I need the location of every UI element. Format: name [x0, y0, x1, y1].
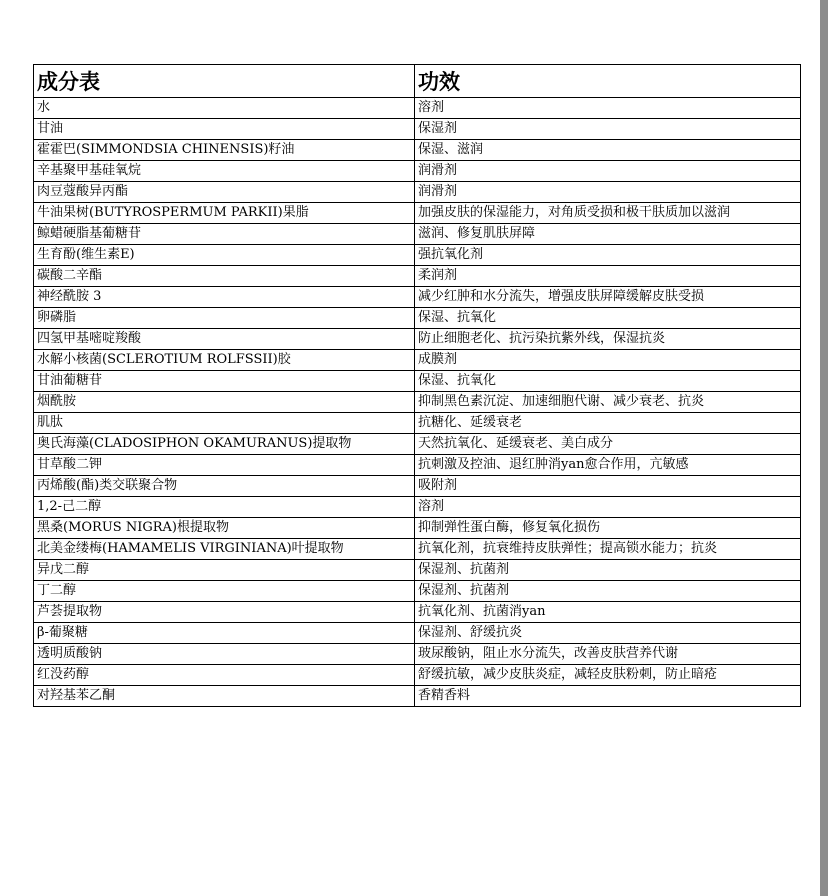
table-row: [34, 266, 801, 287]
ingredient-cell: 肉豆蔻酸异丙酯: [34, 182, 415, 203]
table-row: [34, 602, 801, 623]
effect-cell: 舒缓抗敏，减少皮肤炎症，减轻皮肤粉刺，防止暗疮: [415, 665, 801, 686]
effect-cell: 加强皮肤的保湿能力，对角质受损和极干肤质加以滋润: [415, 203, 801, 224]
ingredient-cell: 丁二醇: [34, 581, 415, 602]
table-row: [34, 245, 801, 266]
table-row: [34, 371, 801, 392]
ingredient-cell: 对羟基苯乙酮: [34, 686, 415, 707]
effect-cell: 抗氧化剂、抗菌消yan: [415, 602, 801, 623]
table-row: [34, 644, 801, 665]
effect-cell: 润滑剂: [415, 182, 801, 203]
table-row: [34, 455, 801, 476]
table-row: [34, 665, 801, 686]
table-row: [34, 392, 801, 413]
ingredient-cell: 甘草酸二钾: [34, 455, 415, 476]
header-effect: 功效: [415, 65, 801, 98]
ingredient-cell: 生育酚(维生素E): [34, 245, 415, 266]
ingredient-cell: 奥氏海藻(CLADOSIPHON OKAMURANUS)提取物: [34, 434, 415, 455]
effect-cell: 溶剂: [415, 497, 801, 518]
table-row: [34, 413, 801, 434]
effect-cell: 保湿剂: [415, 119, 801, 140]
table-row: [34, 434, 801, 455]
effect-cell: 抗糖化、延缓衰老: [415, 413, 801, 434]
effect-cell: 保湿、滋润: [415, 140, 801, 161]
table-row: [34, 329, 801, 350]
ingredient-cell: 卵磷脂: [34, 308, 415, 329]
effect-cell: 溶剂: [415, 98, 801, 119]
effect-cell: 减少红肿和水分流失，增强皮肤屏障缓解皮肤受损: [415, 287, 801, 308]
ingredient-cell: 甘油葡糖苷: [34, 371, 415, 392]
effect-cell: 吸附剂: [415, 476, 801, 497]
table-row: [34, 686, 801, 707]
ingredient-cell: 丙烯酸(酯)类交联聚合物: [34, 476, 415, 497]
table-row: [34, 119, 801, 140]
table-header-row: [34, 65, 801, 98]
effect-cell: 保湿剂、舒缓抗炎: [415, 623, 801, 644]
ingredient-cell: 辛基聚甲基硅氧烷: [34, 161, 415, 182]
effect-cell: 抗氧化剂，抗衰维持皮肤弹性；提高锁水能力；抗炎: [415, 539, 801, 560]
table-row: [34, 224, 801, 245]
table-row: [34, 518, 801, 539]
table-row: [34, 140, 801, 161]
effect-cell: 抑制黑色素沉淀、加速细胞代谢、减少衰老、抗炎: [415, 392, 801, 413]
ingredient-cell: 水: [34, 98, 415, 119]
effect-cell: 防止细胞老化、抗污染抗紫外线，保湿抗炎: [415, 329, 801, 350]
table-row: [34, 623, 801, 644]
ingredient-cell: 神经酰胺 3: [34, 287, 415, 308]
ingredient-cell: 1,2-己二醇: [34, 497, 415, 518]
table-row: [34, 497, 801, 518]
scrollbar-edge: [820, 0, 828, 896]
effect-cell: 保湿剂、抗菌剂: [415, 560, 801, 581]
table-row: [34, 161, 801, 182]
effect-cell: 天然抗氧化、延缓衰老、美白成分: [415, 434, 801, 455]
effect-cell: 玻尿酸钠，阻止水分流失，改善皮肤营养代谢: [415, 644, 801, 665]
ingredient-cell: 烟酰胺: [34, 392, 415, 413]
effect-cell: 滋润、修复肌肤屏障: [415, 224, 801, 245]
effect-cell: 强抗氧化剂: [415, 245, 801, 266]
effect-cell: 抗刺激及控油、退红肿消yan愈合作用，亢敏感: [415, 455, 801, 476]
table-row: [34, 287, 801, 308]
ingredient-cell: 异戊二醇: [34, 560, 415, 581]
effect-cell: 柔润剂: [415, 266, 801, 287]
ingredient-cell: 水解小核菌(SCLEROTIUM ROLFSSII)胶: [34, 350, 415, 371]
ingredient-cell: 碳酸二辛酯: [34, 266, 415, 287]
ingredient-cell: 四氢甲基嘧啶羧酸: [34, 329, 415, 350]
table-row: [34, 308, 801, 329]
effect-cell: 保湿剂、抗菌剂: [415, 581, 801, 602]
table-row: [34, 98, 801, 119]
table-body: [34, 98, 801, 707]
effect-cell: 润滑剂: [415, 161, 801, 182]
ingredient-cell: 鲸蜡硬脂基葡糖苷: [34, 224, 415, 245]
table-row: [34, 476, 801, 497]
effect-cell: 香精香料: [415, 686, 801, 707]
table-row: [34, 539, 801, 560]
table-row: [34, 203, 801, 224]
table-row: [34, 560, 801, 581]
table-row: [34, 182, 801, 203]
ingredient-cell: 红没药醇: [34, 665, 415, 686]
effect-cell: 保湿、抗氧化: [415, 308, 801, 329]
effect-cell: 抑制弹性蛋白酶，修复氧化损伤: [415, 518, 801, 539]
effect-cell: 保湿、抗氧化: [415, 371, 801, 392]
effect-cell: 成膜剂: [415, 350, 801, 371]
ingredient-cell: 肌肽: [34, 413, 415, 434]
table-row: [34, 350, 801, 371]
ingredient-cell: 北美金缕梅(HAMAMELIS VIRGINIANA)叶提取物: [34, 539, 415, 560]
ingredient-cell: 芦荟提取物: [34, 602, 415, 623]
header-ingredient: 成分表: [34, 65, 415, 98]
ingredient-cell: 霍霍巴(SIMMONDSIA CHINENSIS)籽油: [34, 140, 415, 161]
ingredient-table: [33, 64, 801, 707]
ingredient-cell: 黑桑(MORUS NIGRA)根提取物: [34, 518, 415, 539]
ingredient-cell: 甘油: [34, 119, 415, 140]
ingredient-cell: 透明质酸钠: [34, 644, 415, 665]
ingredient-cell: β-葡聚糖: [34, 623, 415, 644]
ingredient-cell: 牛油果树(BUTYROSPERMUM PARKII)果脂: [34, 203, 415, 224]
table-row: [34, 581, 801, 602]
